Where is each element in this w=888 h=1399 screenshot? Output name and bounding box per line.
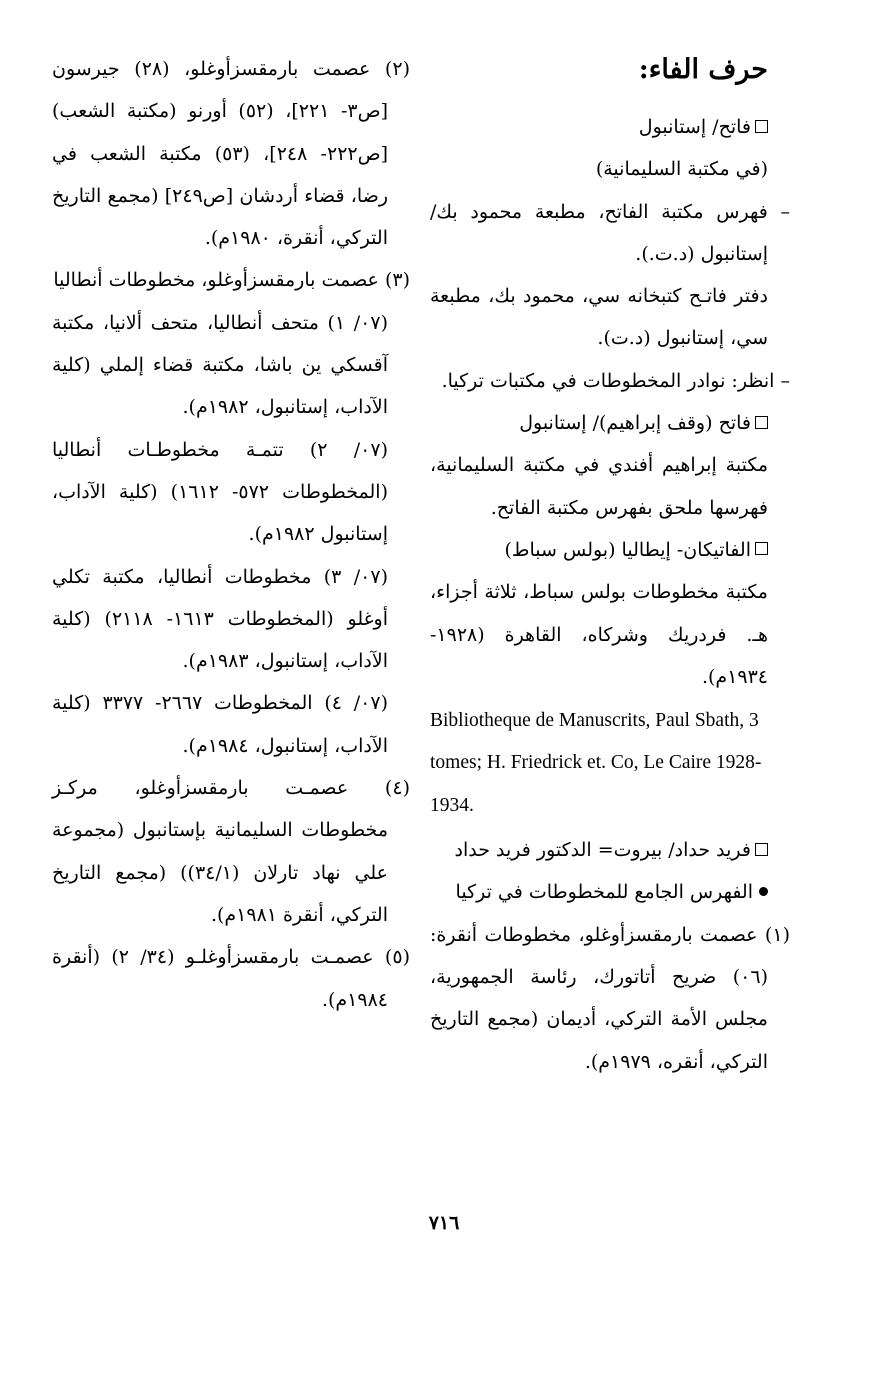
round-bullet-icon bbox=[759, 887, 768, 896]
entry-antalya-3: (٠٧/ ٣) مخطوطات أنطاليا، مكتبة تكلي أوغلو (المخطوطات ١٦١٣- ٢١١٨) (كلية الآداب، إستانبول، ١٩٨٣م). bbox=[52, 565, 388, 673]
entry-comprehensive-index: الفهرس الجامع للمخطوطات في تركيا bbox=[430, 871, 768, 913]
entry-fatih-defter: دفتر فاتـح كتبخانه سي، محمود بك، مطبعة سي، إستانبول (د.ت). bbox=[430, 285, 768, 350]
entry-fatih-location: (في مكتبة السليمانية) bbox=[595, 158, 768, 181]
entry-antalya-1: (٠٧/ ١) متحف أنطاليا، متحف ألانيا، مكتبة آقسكي ين باشا، مكتبة قضاء إلملي (كلية الآداب، إستانبول، ١٩٨٢م). bbox=[52, 311, 388, 419]
square-bullet-icon bbox=[755, 542, 768, 555]
left-column bbox=[52, 48, 410, 1021]
entry-fatih-see-also: – انظر: نوادر المخطوطات في مكتبات تركيا. bbox=[441, 369, 790, 392]
entry-item-3: (٣) عصمت بارمقسزأوغلو، مخطوطات أنطاليا bbox=[53, 269, 410, 292]
entry-item-2: (٢) عصمت بارمقسزأوغلو، (٢٨) جيرسون [ص٣- ٢٢١]، (٥٢) أورنو (مكتبة الشعب) [ص٢٢٢- ٢٤٨]، (٥٣) مكتبة الشعب في رضا، قضاء أردشان [ص٢٤٩] (مجمع التاريخ التركي، أنقرة، ١٩٨٠م). bbox=[52, 58, 410, 250]
entry-item-4: (٤) عصمـت بارمقسزأوغلو، مركـز مخطوطات السليمانية بإستانبول (مجموعة علي نهاد تارلان (٣٤/١)) (مجمع التاريخ التركي، أنقرة ١٩٨١م). bbox=[52, 777, 410, 926]
square-bullet-icon bbox=[755, 843, 768, 856]
entry-vatican-desc: مكتبة مخطوطات بولس سباط، ثلاثة أجزاء، هـ. فردريك وشركاه، القاهرة (١٩٢٨- ١٩٣٤م). bbox=[430, 581, 768, 688]
entry-item-5: (٥) عصمـت بارمقسزأوغلـو (٣٤/ ٢) (أنقرة ١٩٨٤م). bbox=[52, 946, 410, 1011]
entry-ankara-1: (١) عصمت بارمقسزأوغلو، مخطوطات أنقرة: (٠٦) ضريح أتاتورك، رئاسة الجمهورية، مجلس الأمة التركي، أديمان (مجمع التاريخ التركي، أنقره، ١٩٧٩م). bbox=[430, 923, 790, 1073]
square-bullet-icon bbox=[755, 416, 768, 429]
entry-fatih-ibrahim-desc: مكتبة إبراهيم أفندي في مكتبة السليمانية، فهرسها ملحق بفهرس مكتبة الفاتح. bbox=[430, 454, 768, 519]
entry-antalya-2: (٠٧/ ٢) تتمـة مخطوطـات أنطاليا (المخطوطات ٥٧٢- ١٦١٢) (كلية الآداب، إستانبول ١٩٨٢م). bbox=[52, 438, 388, 546]
entry-fatih-ibrahim: فاتح (وقف إبراهيم)/ إستانبول bbox=[430, 402, 768, 444]
square-bullet-icon bbox=[755, 120, 768, 133]
entry-vatican-latin: Bibliotheque de Manuscrits, Paul Sbath, 3 tomes; H. Friedrick et. Co, Le Caire 1928- 1934. bbox=[430, 710, 762, 816]
right-column bbox=[430, 48, 790, 1083]
entry-fatih: فاتح/ إستانبول bbox=[430, 106, 768, 148]
page-number: ٧١٦ bbox=[428, 1212, 460, 1234]
section-heading: حرف الفاء: bbox=[638, 54, 768, 85]
entry-antalya-4: (٠٧/ ٤) المخطوطات ٢٦٦٧- ٣٣٧٧ (كلية الآداب، إستانبول، ١٩٨٤م). bbox=[52, 692, 388, 757]
entry-farid-haddad: فريد حداد/ بيروت= الدكتور فريد حداد bbox=[430, 829, 768, 871]
entry-vatican: الفاتيكان- إيطاليا (بولس سباط) bbox=[430, 529, 768, 571]
entry-fatih-catalog: – فهرس مكتبة الفاتح، مطبعة محمود بك/ إستانبول (د.ت.). bbox=[430, 200, 790, 265]
